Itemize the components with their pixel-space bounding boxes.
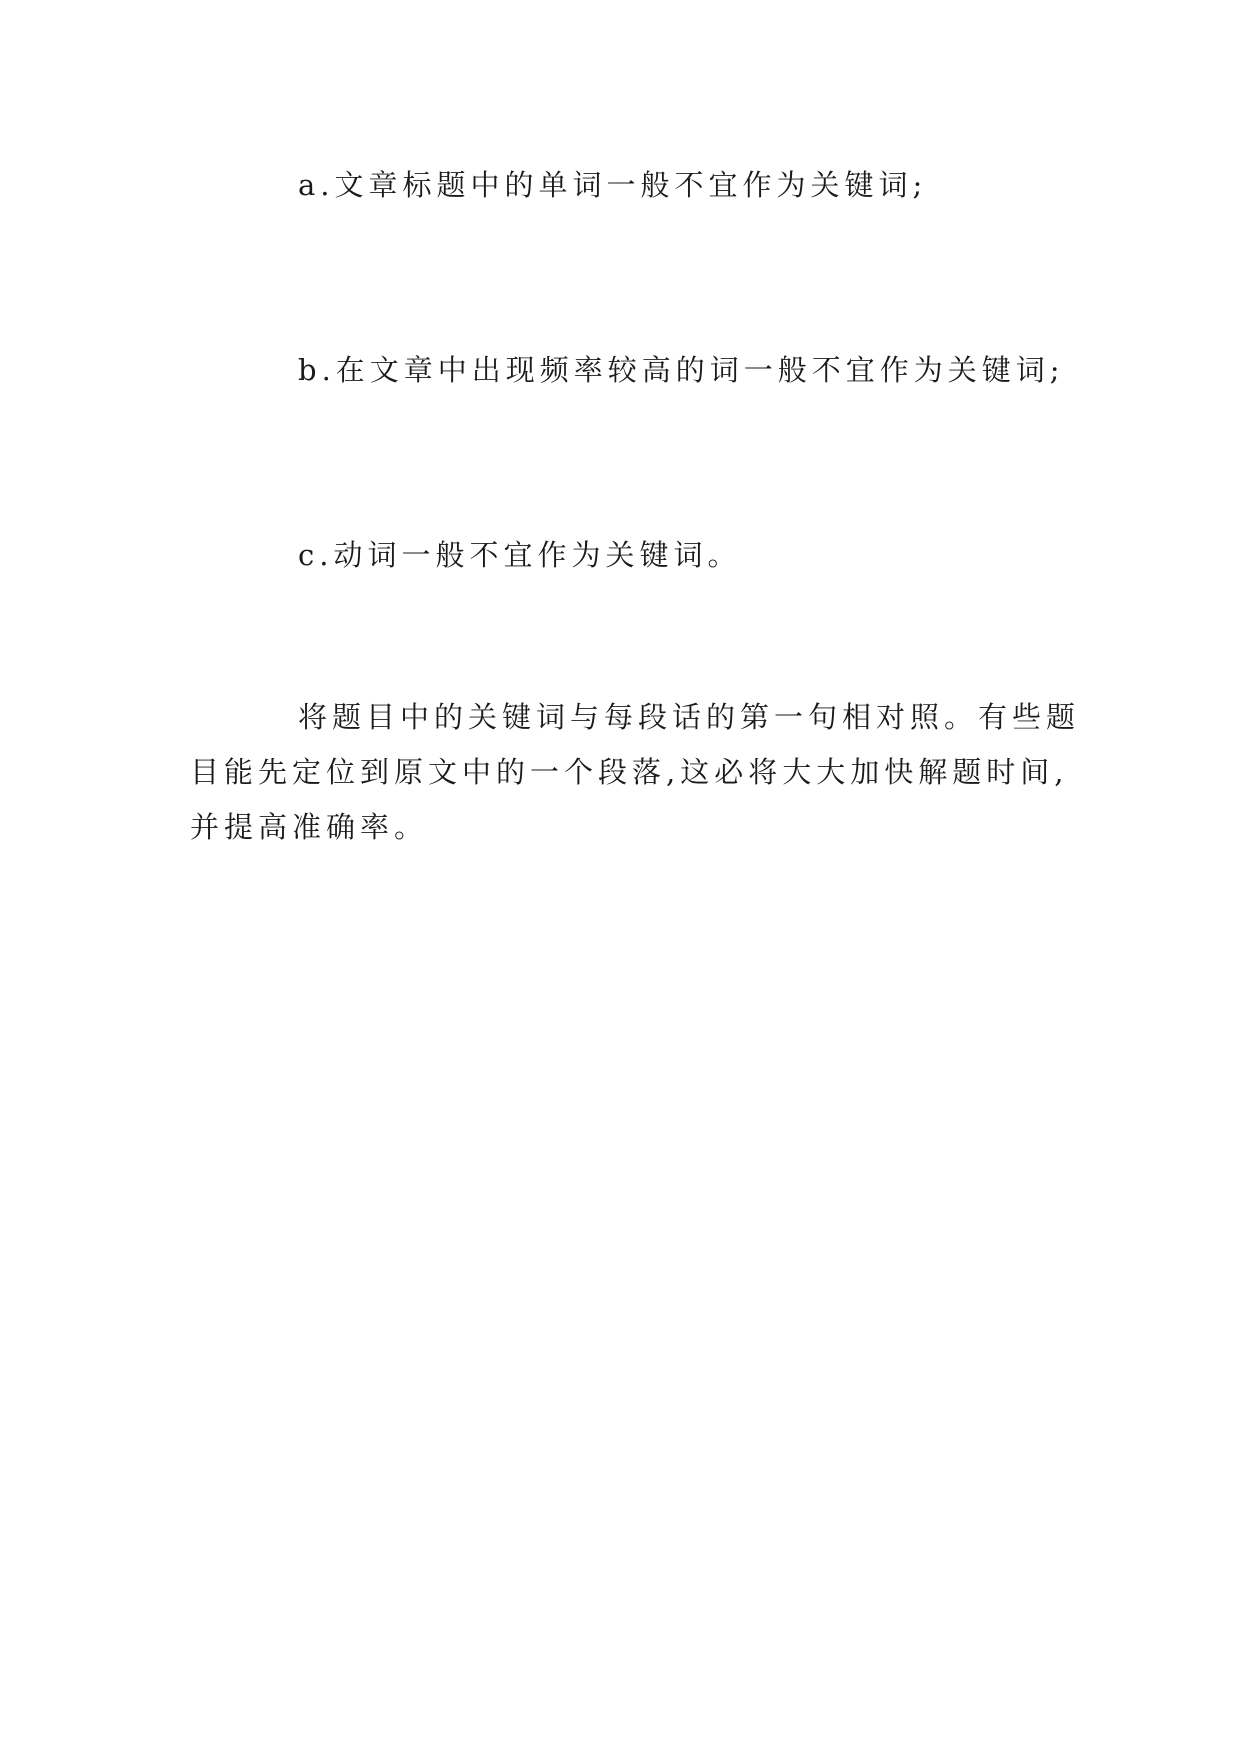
body-paragraph — [190, 690, 1081, 855]
paragraph-line: 将题目中的关键词与每段话的第一句相对照。有些题 — [298, 700, 1081, 734]
paragraph-line: 目能先定位到原文中的一个段落,这必将大大加快解题时间, — [190, 755, 1069, 789]
paragraph-line: 并提高准确率。 — [190, 810, 429, 844]
list-item-b: b.在文章中出现频率较高的词一般不宜作为关键词; — [298, 353, 1065, 387]
list-item-c: c.动词一般不宜作为关键词。 — [298, 538, 742, 572]
list-item-a: a.文章标题中的单词一般不宜作为关键词; — [298, 168, 928, 202]
